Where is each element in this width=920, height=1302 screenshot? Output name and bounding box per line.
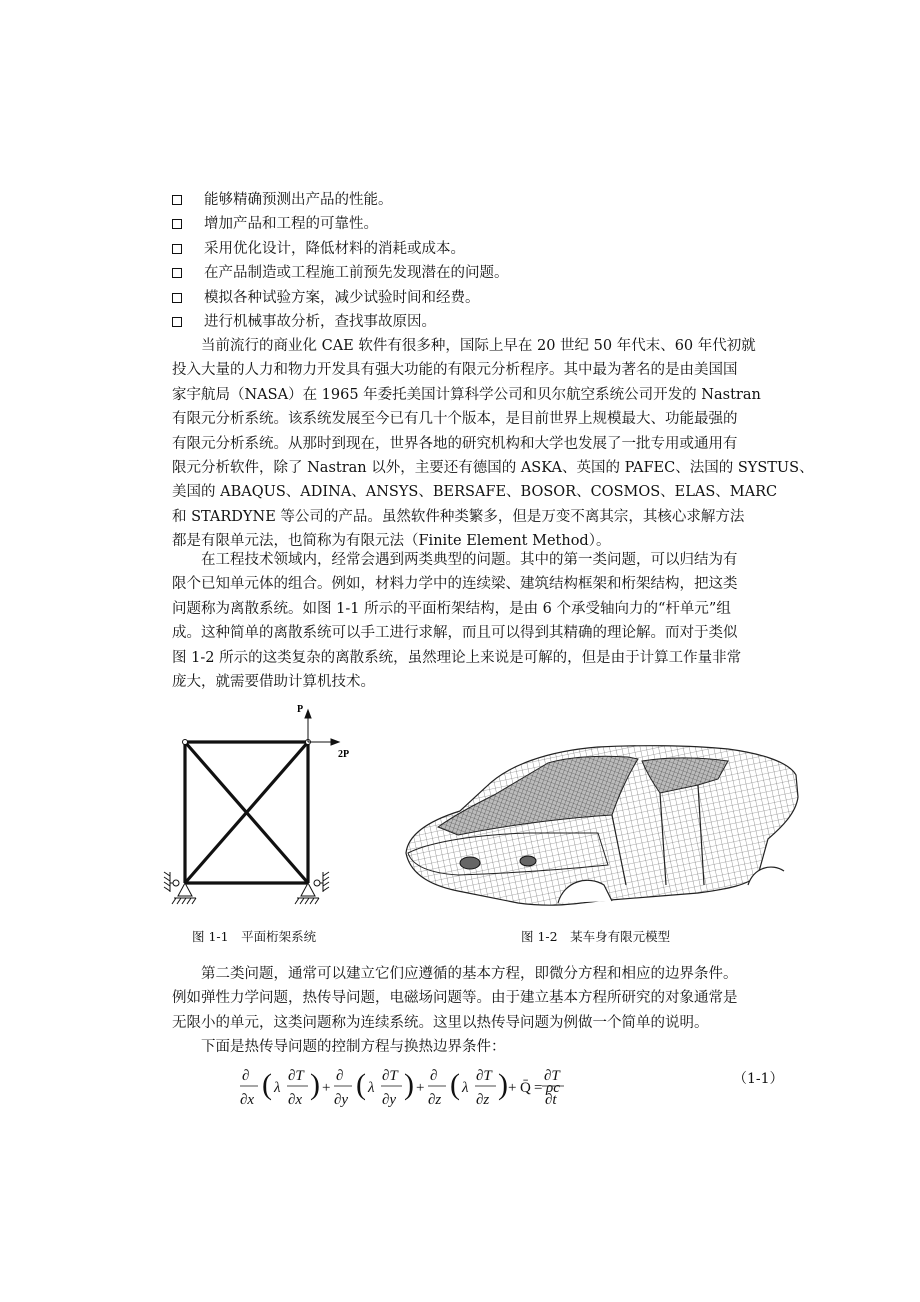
right-pin-support: [295, 872, 329, 904]
car-body-mesh-figure: [398, 735, 800, 910]
svg-text:(: (: [262, 1068, 272, 1101]
svg-text:∂x: ∂x: [288, 1092, 303, 1108]
svg-text:∂T: ∂T: [382, 1068, 398, 1084]
equation-rhs-derivative: [538, 1050, 578, 1130]
svg-text:λ: λ: [462, 1080, 469, 1096]
svg-text:∂z: ∂z: [428, 1092, 442, 1108]
svg-text:λ: λ: [368, 1080, 375, 1096]
paragraph-governing-equation-intro: 下面是热传导问题的控制方程与换热边界条件：: [201, 1039, 506, 1055]
svg-text:∂T: ∂T: [288, 1068, 304, 1084]
checkbox-bullet-icon: [172, 244, 182, 254]
figure-1-1-caption: 图 1-1 平面桁架系统: [192, 929, 317, 944]
plane-truss-figure: [150, 700, 360, 920]
bullet-list: [172, 188, 772, 334]
svg-text:+: +: [416, 1080, 425, 1096]
svg-text:ρc: ρc: [546, 1080, 560, 1096]
svg-text:∂T: ∂T: [544, 1068, 560, 1084]
svg-text:∂z: ∂z: [476, 1092, 490, 1108]
checkbox-bullet-icon: [172, 293, 182, 303]
svg-text:∂: ∂: [430, 1068, 438, 1084]
svg-text:∂: ∂: [336, 1068, 344, 1084]
checkbox-bullet-icon: [172, 268, 182, 278]
bullet-item: 进行机械事故分析，查找事故原因。: [172, 310, 772, 334]
load-label-p: P: [297, 704, 304, 715]
heat-conduction-equation: [238, 1050, 568, 1130]
tail-light: [520, 856, 536, 866]
tail-light: [460, 857, 480, 869]
svg-text:∂y: ∂y: [382, 1092, 397, 1108]
paragraph-cae-software: 当前流行的商业化 CAE 软件有很多种，国际上早在 20 世纪 50 年代末、60 年代初就 投入大量的人力和物力开发具有强大功能的有限元分析程序。其中最为著名的是由美国国 家宇航局（NASA）在 1965 年委托美国计算科学公司和贝尔航空系统公司开发的 Nastran 有限元分析系统。该系统发展至今已有几十个版本，是目前世界上规模最大、功能最强的 有限元分析系统。从那时到现在，世界各地的研究机构和大学也发展了一批专用或通用有 限元分析软件，除了 Nastran 以外，主要还有德国的 ASKA、英国的 PAFEC、法国的 SYSTUS、 美国的 ABAQUS、ADINA、ANSYS、BERSAFE、BOSOR、COSMOS、ELAS、MARC 和 STARDYNE 等公司的产品。虽然软件种类繁多，但是万变不离其宗，其核心求解方法 都是有限单元法，也简称为有限元法（Finite Element Method）。: [172, 338, 814, 550]
svg-text:∂: ∂: [242, 1068, 250, 1084]
bullet-item: 增加产品和工程的可靠性。: [172, 212, 772, 236]
svg-text:): ): [310, 1068, 320, 1101]
svg-text:=: =: [534, 1080, 543, 1096]
truss-node: [183, 740, 188, 745]
svg-text:+: +: [322, 1080, 331, 1096]
load-arrows: [305, 710, 339, 745]
checkbox-bullet-icon: [172, 219, 182, 229]
svg-text:Q̄: Q̄: [520, 1080, 531, 1096]
bullet-item: 能够精确预测出产品的性能。: [172, 188, 772, 212]
checkbox-bullet-icon: [172, 317, 182, 327]
bullet-item: 采用优化设计，降低材料的消耗或成本。: [172, 237, 772, 261]
bullet-item: 模拟各种试验方案，减少试验时间和经费。: [172, 286, 772, 310]
svg-text:): ): [404, 1068, 414, 1101]
equation-number: （1-1）: [733, 1071, 784, 1087]
svg-text:+: +: [508, 1080, 517, 1096]
paragraph-discrete-systems: 在工程技术领域内，经常会遇到两类典型的问题。其中的第一类问题，可以归结为有 限个已知单元体的组合。例如，材料力学中的连续梁、建筑结构框架和桁架结构，把这类 问题称为离散系统。如图 1-1 所示的平面桁架结构，是由 6 个承受轴向力的“杆单元”组 成。这种简单的离散系统可以手工进行求解，而且可以得到其精确的理论解。而对于类似 图 1-2 所示的这类复杂的离散系统，虽然理论上来说是可解的，但是由于计算工作量非常 庞大，就需要借助计算机技术。: [172, 552, 742, 691]
svg-text:): ): [498, 1068, 508, 1101]
load-label-2p: 2P: [338, 749, 350, 760]
checkbox-bullet-icon: [172, 195, 182, 205]
svg-text:∂y: ∂y: [334, 1092, 349, 1108]
svg-text:∂T: ∂T: [476, 1068, 492, 1084]
svg-text:(: (: [450, 1068, 460, 1101]
bullet-item: 在产品制造或工程施工前预先发现潜在的问题。: [172, 261, 772, 285]
truss-members: [185, 742, 308, 883]
svg-text:∂x: ∂x: [240, 1092, 255, 1108]
figure-1-2-caption: 图 1-2 某车身有限元模型: [521, 929, 671, 944]
svg-text:(: (: [356, 1068, 366, 1101]
svg-text:∂t: ∂t: [545, 1092, 557, 1108]
svg-text:λ: λ: [274, 1080, 281, 1096]
paragraph-continuous-systems: 第二类问题，通常可以建立它们应遵循的基本方程，即微分方程和相应的边界条件。 例如弹性力学问题，热传导问题，电磁场问题等。由于建立基本方程所研究的对象通常是 无限小的单元，这类问题称为连续系统。这里以热传导问题为例做一个简单的说明。: [172, 966, 738, 1031]
